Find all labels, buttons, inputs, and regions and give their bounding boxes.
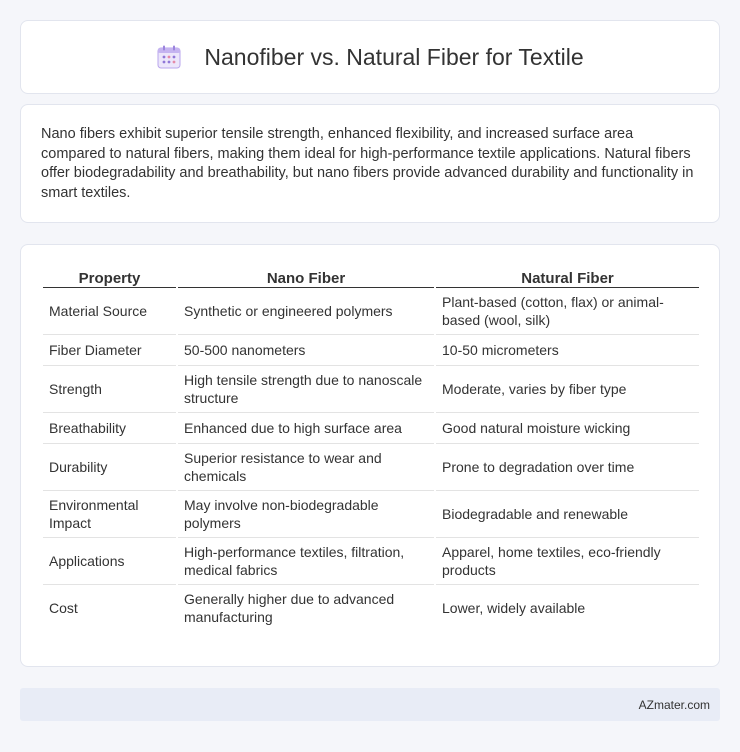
nano-fiber-cell: Generally higher due to advanced manufacturing [184,591,395,625]
comparison-table-card [20,244,720,667]
footer-brand: AZmater.com [638,697,710,712]
table-row [43,491,699,538]
comparison-table [41,267,701,631]
property-cell: Breathability [43,413,176,444]
natural-fiber-cell: Biodegradable and renewable [436,491,699,538]
table-row [43,288,699,335]
property-cell: Applications [43,538,176,585]
natural-fiber-cell: Good natural moisture wicking [436,413,699,444]
nano-fiber-cell: 50-500 nanometers [178,335,434,366]
nano-fiber-cell: Enhanced due to high surface area [178,413,434,444]
natural-fiber-cell: Apparel, home textiles, eco-friendly products [436,538,699,585]
natural-fiber-cell: Plant-based (cotton, flax) or animal-based (wool, silk) [436,288,699,335]
summary-text: Nano fibers exhibit superior tensile strength, enhanced flexibility, and increased surface area compared to natural fibers, making them ideal for high-performance textile applications. Natural fibers offer biodegradability and breathability, but nano fibers provide advanced durability and functionality in smart textiles. [41,126,694,201]
table-row [43,538,699,585]
nano-fiber-cell: Synthetic or engineered polymers [178,288,434,335]
calendar-grid-icon [156,44,182,70]
page-title: Nanofiber vs. Natural Fiber for Textile [204,43,584,70]
property-cell: Material Source [43,288,176,335]
property-cell: Fiber Diameter [43,335,176,366]
header-card [20,20,720,94]
property-cell: Durability [43,444,176,491]
table-header-row [43,267,699,288]
natural-fiber-cell: Lower, widely available [442,600,586,616]
natural-fiber-cell: Prone to degradation over time [436,444,699,491]
table-row [43,444,699,491]
footer-bar [20,688,720,721]
nano-fiber-cell: High-performance textiles, filtration, medical fabrics [178,538,434,585]
natural-fiber-cell: 10-50 micrometers [436,335,699,366]
property-cell: Environmental Impact [43,491,176,538]
nano-fiber-cell: May involve non-biodegradable polymers [178,491,434,538]
property-cell: Strength [43,366,176,413]
property-cell: Cost [49,600,78,616]
table-row [43,335,699,366]
header-natural-fiber: Natural Fiber [436,267,699,288]
natural-fiber-cell: Moderate, varies by fiber type [436,366,699,413]
table-row [43,413,699,444]
table-row [43,366,699,413]
nano-fiber-cell: High tensile strength due to nanoscale structure [178,366,434,413]
header-property: Property [43,267,176,288]
summary-card [20,104,720,223]
table-row [43,585,699,631]
nano-fiber-cell: Superior resistance to wear and chemicals [178,444,434,491]
header-nano-fiber: Nano Fiber [178,267,434,288]
